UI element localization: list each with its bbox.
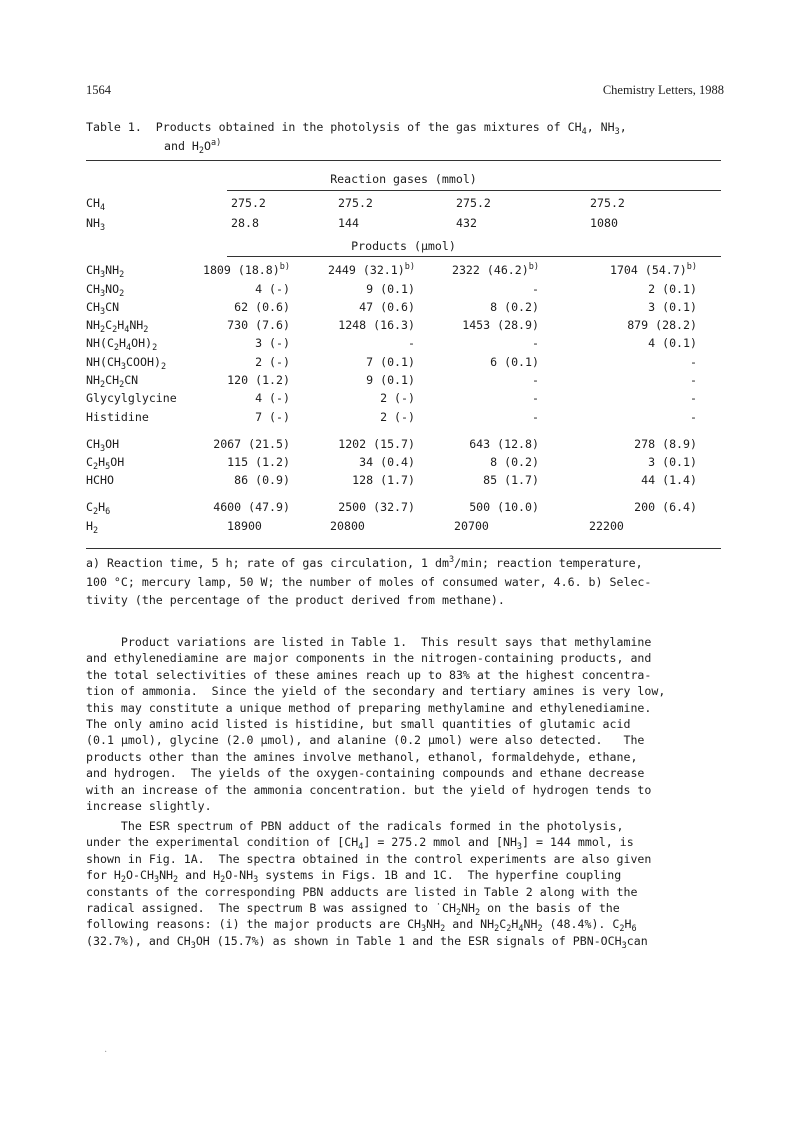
- table-cell: 500 (10.0): [469, 500, 539, 514]
- table-cell: 275.2: [456, 196, 491, 210]
- text-line: constants of the corresponding PBN adducts are listed in Table 2 along with the: [86, 884, 638, 899]
- table-cell: 144: [338, 216, 359, 230]
- table-cell: 2500 (32.7): [338, 500, 415, 514]
- table-cell: -: [532, 391, 539, 405]
- table-cell: 85 (1.7): [483, 473, 539, 487]
- text-line: (32.7%), and $CH_3OH$ (15.7%) as shown in Table 1 and the ESR signals of PBN-$OCH_3can$: [86, 933, 648, 951]
- table-caption-line-2: and $H_2O^{a)}$: [164, 138, 222, 156]
- body-paragraph-2: [86, 818, 721, 949]
- row-label: $CH_3CN$: [86, 300, 120, 317]
- text-line: and ethylenediamine are major components in the nitrogen-containing products, and: [86, 651, 652, 666]
- text-line: shown in Fig. 1A. The spectra obtained in the control experiments are also given: [86, 851, 652, 866]
- text-line: under the experimental condition of $[CH_4] = 275.2$ mmol and $[NH_3] = 144$ mmol, is: [86, 835, 634, 853]
- table-cell: 62 (0.6): [234, 300, 290, 314]
- table-cell: 34 (0.4): [359, 455, 415, 469]
- table-cell: 2067 (21.5): [213, 437, 290, 451]
- text-line: following reasons: (i) the major products are $CH_3NH_2$ and $NH_2C_2H_4NH_2$ (48.4%). $C_2H_6$: [86, 917, 637, 935]
- table-cell: 20700: [454, 519, 489, 533]
- footnote-line: a) Reaction time, 5 h; rate of gas circulation, 1 $dm^3/\min$; reaction temperature,: [86, 555, 643, 570]
- table-cell: 18900: [227, 519, 262, 533]
- row-label: $C_2H_6$: [86, 500, 111, 517]
- section-heading-reaction-gases: Reaction gases (mmol): [330, 172, 477, 186]
- table-cell: 22200: [589, 519, 624, 533]
- table-cell: 3 (-): [255, 336, 290, 350]
- table-bottom-rule: [86, 548, 721, 549]
- table-cell: 9 (0.1): [366, 282, 415, 296]
- table-cell: 2 (0.1): [648, 282, 697, 296]
- table-cell: -: [690, 373, 697, 387]
- row-label: $C_2H_5OH$: [86, 455, 125, 472]
- table-cell: 2 (-): [255, 355, 290, 369]
- table-cell: 1453 (28.9): [462, 318, 539, 332]
- table-cell: 278 (8.9): [634, 437, 697, 451]
- text-line: tion of ammonia. Since the yield of the secondary and tertiary amines is very low,: [86, 684, 666, 699]
- table-cell: 1704 $(54.7)^{b)}$: [609, 262, 697, 277]
- text-line: products other than the amines involve methanol, ethanol, formaldehyde, ethane,: [86, 749, 638, 764]
- row-label: $CH_4$: [86, 196, 106, 213]
- row-label: Glycylglycine: [86, 391, 177, 405]
- text-line: radical assigned. The spectrum B was assigned to $˙CH_2NH_2$ on the basis of the: [86, 900, 620, 918]
- table-cell: -: [532, 410, 539, 424]
- table-cell: 2 (-): [380, 391, 415, 405]
- table-cell: -: [532, 282, 539, 296]
- table-cell: 28.8: [231, 216, 259, 230]
- table-cell: 275.2: [590, 196, 625, 210]
- table-cell: 2 (-): [380, 410, 415, 424]
- text-line: for $H_2O-CH_3NH_2$ and $H_2O-NH_3$ systems in Figs. 1B and 1C. The hyperfine coupling: [86, 868, 622, 886]
- row-label: HCHO: [86, 473, 114, 487]
- table-cell: 1809 $(18.8)^{b)}$: [202, 262, 290, 277]
- table-cell: 2322 $(46.2)^{b)}$: [451, 262, 539, 277]
- table-cell: 115 (1.2): [227, 455, 290, 469]
- table-cell: 47 (0.6): [359, 300, 415, 314]
- section-heading-products: Products (μmol): [351, 239, 456, 253]
- page-mark: ·: [104, 1047, 108, 1058]
- row-label: $CH_3OH$: [86, 437, 120, 454]
- table-caption-line-1: Table 1. Products obtained in the photolysis of the gas mixtures of $CH_4$, $NH_3$,: [86, 120, 627, 137]
- row-label: Histidine: [86, 410, 149, 424]
- row-label: $H_2$: [86, 519, 99, 536]
- products-rule: [227, 256, 721, 257]
- table-cell: 20800: [330, 519, 365, 533]
- footnote-line: 100 °C; mercury lamp, 50 W; the number of moles of consumed water, 4.6. b) Selec-: [86, 574, 652, 589]
- body-paragraph-1: [86, 634, 721, 814]
- table-cell: 9 (0.1): [366, 373, 415, 387]
- table-cell: -: [690, 410, 697, 424]
- table-cell: 4 (-): [255, 282, 290, 296]
- table-cell: 200 (6.4): [634, 500, 697, 514]
- row-label: $NH_2CH_2CN$: [86, 373, 139, 390]
- table-cell: 8 (0.2): [490, 300, 539, 314]
- table-cell: 6 (0.1): [490, 355, 539, 369]
- row-label: $CH_3NO_2$: [86, 282, 125, 299]
- table-cell: 4 (0.1): [648, 336, 697, 350]
- table-cell: 432: [456, 216, 477, 230]
- row-label: $NH_2C_2H_4NH_2$: [86, 318, 149, 335]
- table-cell: 128 (1.7): [352, 473, 415, 487]
- footnote-line: tivity (the percentage of the product derived from methane).: [86, 593, 505, 607]
- row-label: $NH(C_2H_4OH)_2$: [86, 336, 158, 353]
- text-line: The only amino acid listed is histidine, but small quantities of glutamic acid: [86, 716, 631, 731]
- row-label: $CH_3NH_2$: [86, 263, 125, 280]
- table-cell: -: [408, 336, 415, 350]
- text-line: the total selectivities of these amines reach up to 83% at the highest concentra-: [86, 667, 652, 682]
- page-number: 1564: [86, 83, 111, 97]
- journal-title: Chemistry Letters, 1988: [602, 83, 724, 97]
- table-cell: -: [690, 355, 697, 369]
- table-cell: 7 (-): [255, 410, 290, 424]
- text-line: increase slightly.: [86, 798, 212, 813]
- table-cell: 879 (28.2): [627, 318, 697, 332]
- text-line: The ESR spectrum of PBN adduct of the radicals formed in the photolysis,: [86, 819, 624, 833]
- text-line: and hydrogen. The yields of the oxygen-containing compounds and ethane decrease: [86, 766, 645, 781]
- table-top-rule: [86, 160, 721, 161]
- table-cell: 3 (0.1): [648, 300, 697, 314]
- table-cell: -: [690, 391, 697, 405]
- table-cell: 730 (7.6): [227, 318, 290, 332]
- table-cell: -: [532, 336, 539, 350]
- table-cell: 44 (1.4): [641, 473, 697, 487]
- text-line: Product variations are listed in Table 1. This result says that methylamine: [86, 635, 652, 649]
- table-cell: 275.2: [231, 196, 266, 210]
- row-label: $NH(CH_3COOH)_2$: [86, 355, 167, 372]
- table-cell: 4 (-): [255, 391, 290, 405]
- text-line: (0.1 μmol), glycine (2.0 μmol), and alanine (0.2 μmol) were also detected. The: [86, 733, 645, 748]
- table-cell: 1202 (15.7): [338, 437, 415, 451]
- table-cell: 120 (1.2): [227, 373, 290, 387]
- table-footnotes: [86, 554, 721, 610]
- table-cell: 86 (0.9): [234, 473, 290, 487]
- table-cell: 3 (0.1): [648, 455, 697, 469]
- text-line: this may constitute a unique method of preparing methylamine and ethylenediamine.: [86, 700, 652, 715]
- table-cell: 2449 $(32.1)^{b)}$: [327, 262, 415, 277]
- table-cell: -: [532, 373, 539, 387]
- table-cell: 1248 (16.3): [338, 318, 415, 332]
- table-cell: 8 (0.2): [490, 455, 539, 469]
- text-line: with an increase of the ammonia concentration. but the yield of hydrogen tends to: [86, 782, 652, 797]
- table-cell: 643 (12.8): [469, 437, 539, 451]
- table-cell: 7 (0.1): [366, 355, 415, 369]
- row-label: $NH_3$: [86, 216, 106, 233]
- table-cell: 1080: [590, 216, 618, 230]
- table-cell: 275.2: [338, 196, 373, 210]
- table-cell: 4600 (47.9): [213, 500, 290, 514]
- reaction-gases-rule: [227, 190, 721, 191]
